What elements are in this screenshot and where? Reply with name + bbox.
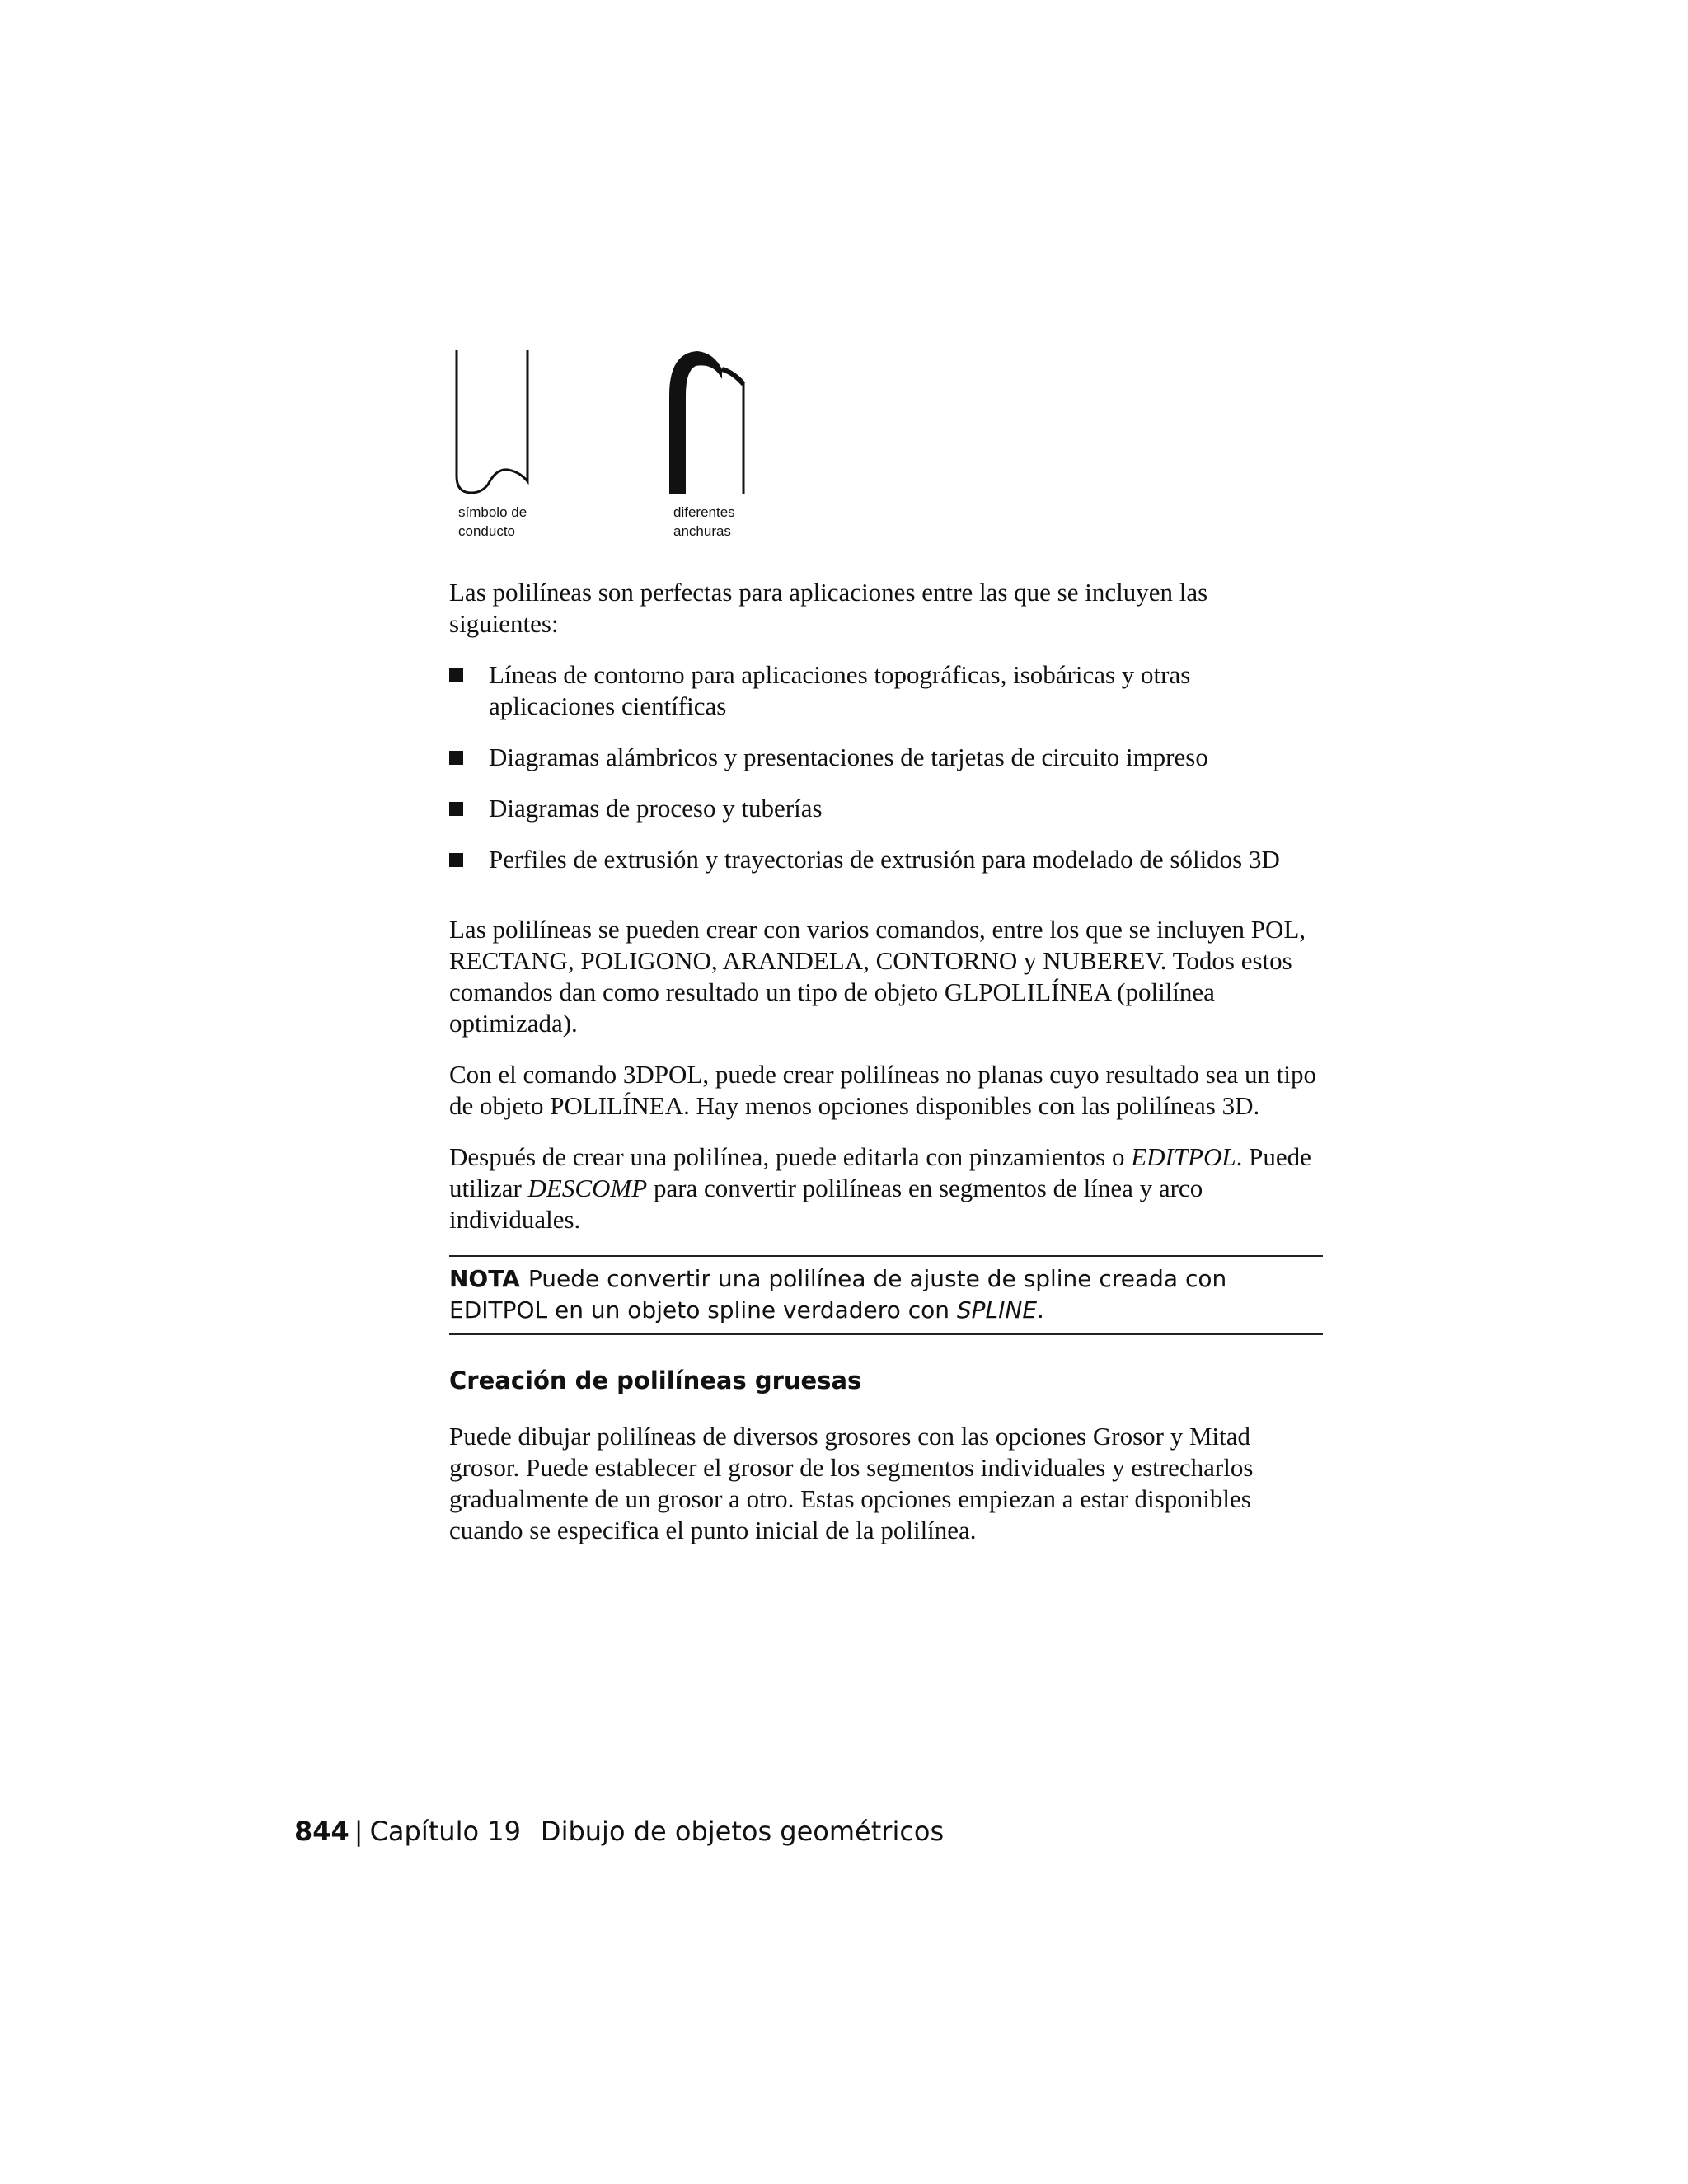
command-reference: SPLINE [956,1296,1038,1324]
body-paragraph-editing [449,1141,1323,1235]
page-number: 844 [294,1816,349,1847]
square-bullet-icon [449,751,463,765]
list-item-text: Perfiles de extrusión y trayectorias de extrusión para modelado de sólidos 3D [489,845,1280,874]
text-run: . Puede utilizar [449,1142,1311,1202]
note-label: NOTA [449,1265,520,1292]
list-item [449,659,1323,722]
text-run: para convertir polilíneas en segmentos de línea y arco individuales. [449,1174,1203,1234]
caption-line: diferentes [673,504,735,520]
polyline-figure [445,346,791,544]
main-content [449,577,1323,1546]
section-heading: Creación de polilíneas gruesas [449,1366,862,1394]
body-paragraph-3dpol: Con el comando 3DPOL, puede crear polilíneas no planas cuyo resultado sea un tipo de objeto POLILÍNEA. Hay menos opciones disponibles con las polilíneas 3D. [449,1060,1317,1120]
intro-paragraph: Las polilíneas son perfectas para aplicaciones entre las que se incluyen las siguientes: [449,578,1208,638]
note-text: Puede convertir una polilínea de ajuste de spline creada con EDITPOL en un objeto spline verdadero con [449,1265,1227,1324]
note-text: . [1037,1296,1044,1324]
square-bullet-icon [449,668,463,682]
footer-separator: | [354,1816,363,1847]
command-reference: DESCOMP [528,1174,648,1202]
chapter-label: Capítulo 19 [369,1816,521,1847]
varying-width-taper [722,369,743,384]
varying-width-shape [669,351,722,494]
caption-line: conducto [458,523,515,539]
chapter-title: Dibujo de objetos geométricos [540,1816,945,1847]
page-footer [294,1815,944,1848]
applications-list [449,659,1323,875]
list-item [449,844,1323,875]
command-reference: EDITPOL [1131,1142,1236,1171]
polyline-illustration [445,346,791,503]
conduit-symbol-shape [457,350,528,493]
figure-caption-conduit [458,503,527,541]
list-item [449,742,1323,773]
list-item [449,793,1323,824]
caption-line: símbolo de [458,504,528,520]
square-bullet-icon [449,853,463,867]
list-item-text: Diagramas de proceso y tuberías [489,794,823,823]
caption-line: anchuras [673,523,731,539]
section-body: Puede dibujar polilíneas de diversos grosores con las opciones Grosor y Mitad grosor. Puede establecer el grosor de los segmentos individuales y estrecharlos gradualmente de un grosor a otro. Estas opciones empiezan a estar disponibles cuando se especifica el punto inicial de la polilínea. [449,1422,1254,1544]
body-paragraph-commands: Las polilíneas se pueden crear con varios comandos, entre los que se incluyen POL, RECTANG, POLIGONO, ARANDELA, CONTORNO y NUBEREV. Todos estos comandos dan como resultado un tipo de objeto GLPOLILÍNEA (polilínea optimizada). [449,915,1306,1038]
list-item-text: Líneas de contorno para aplicaciones topográficas, isobáricas y otras aplicaciones científicas [489,660,1191,720]
note-box [449,1255,1323,1335]
list-item-text: Diagramas alámbricos y presentaciones de tarjetas de circuito impreso [489,743,1208,771]
figure-caption-widths [673,503,735,541]
square-bullet-icon [449,802,463,816]
text-run: Después de crear una polilínea, puede editarla con pinzamientos o [449,1142,1132,1171]
